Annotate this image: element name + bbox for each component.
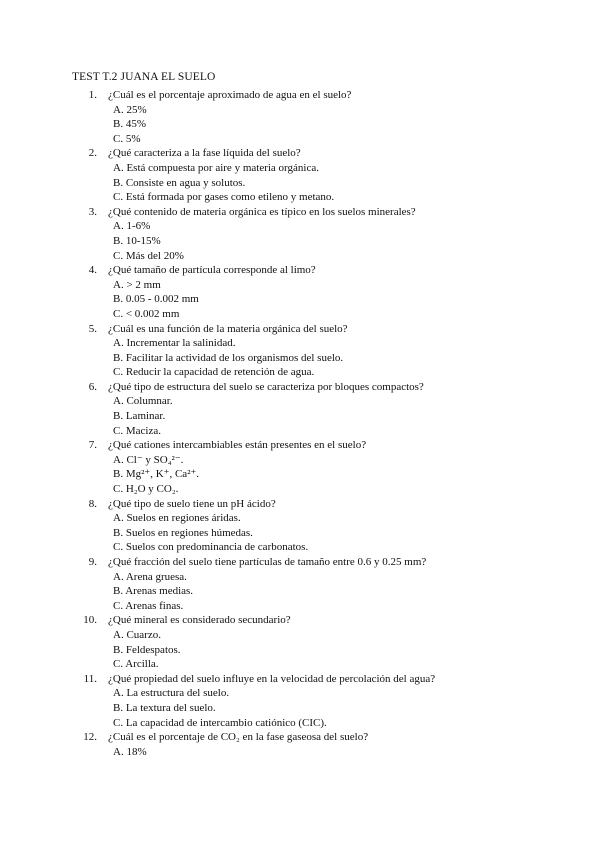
question-text: ¿Qué mineral es considerado secundario? [108, 614, 291, 627]
question-number: 9. [88, 556, 97, 568]
answer-option-text: A. Incrementar la salinidad. [113, 337, 236, 350]
question-item [0, 380, 600, 438]
answer-option [0, 599, 600, 614]
question-text: ¿Qué tipo de suelo tiene un pH ácido? [108, 497, 276, 510]
answer-option [0, 657, 600, 672]
answer-option-text: A. La estructura del suelo. [113, 687, 230, 700]
answer-option [0, 103, 600, 118]
answer-option [0, 745, 600, 760]
answer-option [0, 453, 600, 468]
answer-option [0, 570, 600, 585]
question-text: ¿Qué contenido de materia orgánica es típico en los suelos minerales? [108, 205, 416, 218]
answer-option [0, 190, 600, 205]
question-row [0, 88, 600, 103]
answer-option [0, 292, 600, 307]
question-row [0, 205, 600, 220]
question-row [0, 555, 600, 570]
answer-option-text: A. Columnar. [113, 395, 173, 408]
answer-option-text: A. 18% [113, 745, 147, 758]
answer-option-text: A. > 2 mm [113, 278, 161, 291]
answer-option [0, 511, 600, 526]
question-number: 5. [88, 322, 97, 335]
question-list [0, 88, 600, 759]
question-item [0, 613, 600, 671]
answer-option-text: A. Arena gruesa. [113, 570, 187, 583]
answer-option [0, 117, 600, 132]
answer-option [0, 424, 600, 439]
answer-option [0, 161, 600, 176]
question-text: ¿Cuál es una función de la materia orgánica del suelo? [108, 322, 348, 335]
question-number: 8. [88, 497, 97, 510]
answer-option [0, 628, 600, 643]
question-text: ¿Qué tipo de estructura del suelo se caracteriza por bloques compactos? [108, 380, 424, 393]
question-item [0, 672, 600, 730]
answer-option-text: B. 45% [113, 118, 146, 131]
question-row [0, 322, 600, 337]
question-number: 6. [88, 380, 97, 393]
answer-option [0, 584, 600, 599]
question-text: ¿Qué cationes intercambiables están presentes en el suelo? [108, 439, 367, 452]
question-number: 7. [88, 439, 97, 452]
answer-option [0, 336, 600, 351]
answer-option-text: B. Facilitar la actividad de los organismos del suelo. [113, 351, 344, 364]
answer-option-text: B. 0.05 - 0.002 mm [113, 293, 199, 306]
question-text: ¿Qué caracteriza a la fase líquida del suelo? [108, 147, 301, 160]
question-number: 3. [88, 205, 97, 218]
answer-option-text: B. Mg²⁺, K⁺, Ca²⁺. [113, 468, 200, 481]
question-number: 4. [88, 264, 97, 277]
question-item [0, 497, 600, 555]
question-text: ¿Cuál es el porcentaje de CO₂ en la fase gaseosa del suelo? [108, 731, 369, 744]
answer-option [0, 467, 600, 482]
question-item [0, 146, 600, 204]
answer-option [0, 701, 600, 716]
question-item [0, 263, 600, 321]
question-row [0, 497, 600, 512]
answer-option [0, 365, 600, 380]
answer-option [0, 482, 600, 497]
answer-option-text: A. 1-6% [113, 220, 151, 233]
question-item [0, 322, 600, 380]
question-number: 10. [83, 614, 97, 627]
answer-option-text: B. Laminar. [113, 410, 166, 423]
answer-option [0, 409, 600, 424]
answer-option [0, 643, 600, 658]
question-text: ¿Qué fracción del suelo tiene partículas de tamaño entre 0.6 y 0.25 mm? [108, 556, 427, 568]
question-row [0, 613, 600, 628]
question-text: ¿Qué propiedad del suelo influye en la velocidad de percolación del agua? [108, 672, 436, 685]
answer-option [0, 394, 600, 409]
document-title: TEST T.2 JUANA EL SUELO [72, 71, 216, 83]
answer-option-text: C. Más del 20% [113, 249, 184, 262]
answer-option [0, 307, 600, 322]
answer-option-text: A. Suelos en regiones áridas. [113, 512, 241, 525]
question-row [0, 438, 600, 453]
question-row [0, 146, 600, 161]
answer-option-text: C. Maciza. [113, 424, 161, 437]
question-row [0, 380, 600, 395]
question-item [0, 438, 600, 496]
question-row [0, 672, 600, 687]
answer-option-text: C. Arenas finas. [113, 599, 184, 612]
answer-option-text: C. H₂O y CO₂. [113, 483, 179, 496]
answer-option [0, 716, 600, 731]
question-text: ¿Qué tamaño de partícula corresponde al limo? [108, 264, 316, 277]
answer-option-text: C. 5% [113, 132, 141, 145]
answer-option-text: B. Arenas medias. [113, 585, 194, 598]
answer-option [0, 526, 600, 541]
answer-option-text: B. 10-15% [113, 234, 161, 247]
question-item [0, 205, 600, 263]
question-number: 12. [83, 731, 97, 744]
answer-option-text: A. 25% [113, 103, 147, 116]
answer-option [0, 249, 600, 264]
answer-option-text: B. Suelos en regiones húmedas. [113, 526, 253, 539]
answer-option [0, 278, 600, 293]
answer-option-text: B. Consiste en agua y solutos. [113, 176, 246, 189]
answer-option [0, 686, 600, 701]
question-number: 11. [83, 672, 97, 685]
answer-option-text: C. Está formada por gases como etileno y metano. [113, 191, 335, 204]
answer-option-text: C. La capacidad de intercambio catiónico (CIC). [113, 716, 327, 729]
answer-option [0, 132, 600, 147]
question-row [0, 730, 600, 745]
question-item [0, 555, 600, 613]
answer-option-text: C. Arcilla. [113, 658, 159, 671]
answer-option-text: C. Reducir la capacidad de retención de agua. [113, 366, 315, 379]
question-item [0, 730, 600, 759]
answer-option [0, 234, 600, 249]
answer-option [0, 176, 600, 191]
question-text: ¿Cuál es el porcentaje aproximado de agua en el suelo? [108, 89, 352, 101]
answer-option-text: C. Suelos con predominancia de carbonatos. [113, 541, 309, 554]
answer-option [0, 351, 600, 366]
answer-option-text: A. Cuarzo. [113, 628, 161, 641]
question-number: 1. [88, 89, 97, 101]
answer-option-text: C. < 0.002 mm [113, 307, 180, 320]
question-item [0, 88, 600, 146]
answer-option-text: A. Cl⁻ y SO₄²⁻. [113, 453, 184, 466]
answer-option-text: B. La textura del suelo. [113, 701, 216, 714]
answer-option [0, 219, 600, 234]
answer-option-text: A. Está compuesta por aire y materia orgánica. [113, 161, 319, 174]
question-number: 2. [88, 147, 97, 160]
question-row [0, 263, 600, 278]
answer-option [0, 540, 600, 555]
answer-option-text: B. Feldespatos. [113, 643, 181, 656]
